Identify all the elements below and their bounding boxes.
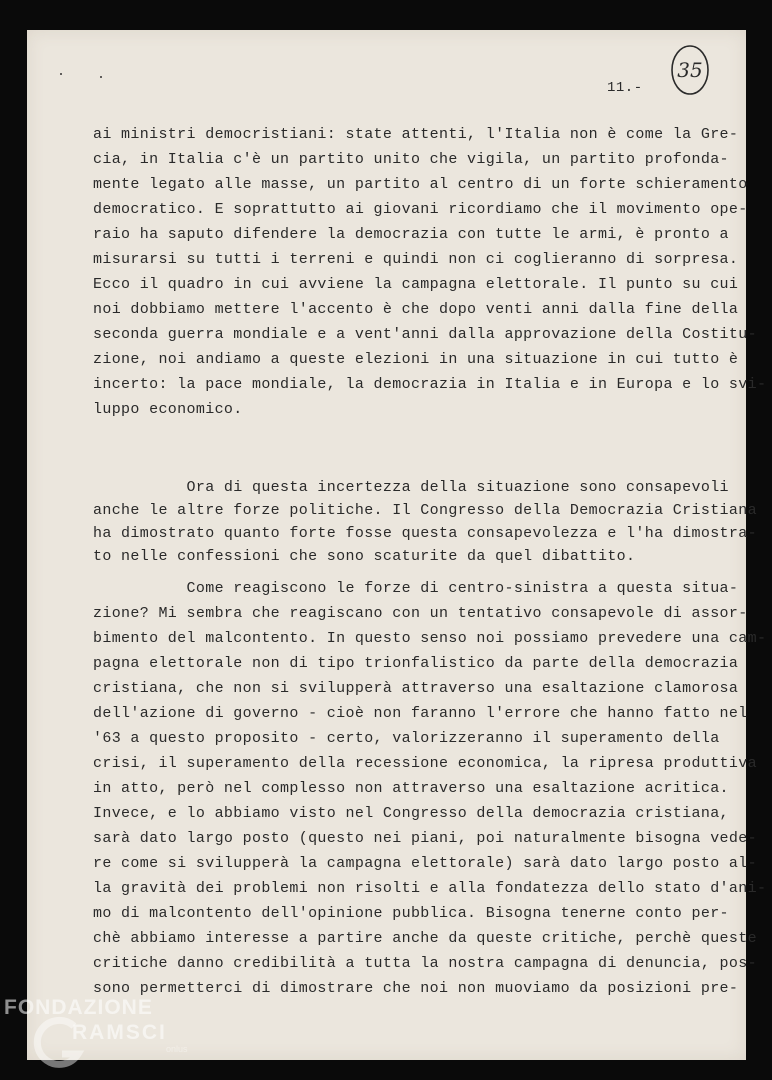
text-line: raio ha saputo difendere la democrazia con tutte le armi, è pronto a [93, 226, 729, 243]
text-line: crisi, il superamento della recessione economica, la ripresa produttiva [93, 755, 757, 772]
text-line: chè abbiamo interesse a partire anche da queste critiche, perchè queste [93, 930, 757, 947]
text-line: pagna elettorale non di tipo trionfalistico da parte della democrazia [93, 655, 739, 672]
text-line: Ora di questa incertezza della situazione sono consapevoli [93, 479, 729, 496]
text-line: ai ministri democristiani: state attenti, l'Italia non è come la Gre- [93, 126, 739, 143]
watermark-suffix: onlus [166, 1044, 188, 1054]
text-line: mo di malcontento dell'opinione pubblica. Bisogna tenerne conto per- [93, 905, 729, 922]
page-number: 11.- [607, 80, 643, 96]
text-line: re come si svilupperà la campagna elettorale) sarà dato largo posto al- [93, 855, 757, 872]
text-line: anche le altre forze politiche. Il Congresso della Democrazia Cristiana [93, 502, 757, 519]
text-line: democratico. E soprattutto ai giovani ricordiamo che il movimento ope- [93, 201, 748, 218]
text-line: zione, noi andiamo a queste elezioni in una situazione in cui tutto è [93, 351, 739, 368]
page-stamp [670, 44, 710, 96]
watermark-line-2: RAMSCI [72, 1021, 167, 1044]
margin-mark [60, 73, 62, 75]
text-line: mente legato alle masse, un partito al centro di un forte schieramento [93, 176, 748, 193]
text-line: ha dimostrato quanto forte fosse questa consapevolezza e l'ha dimostra- [93, 525, 757, 542]
text-line: sono permetterci di dimostrare che noi non muoviamo da posizioni pre- [93, 980, 739, 997]
text-line: cristiana, che non si svilupperà attraverso una esaltazione clamorosa [93, 680, 739, 697]
text-line: misurarsi su tutti i terreni e quindi non ci coglieranno di sorpresa. [93, 251, 739, 268]
text-line: seconda guerra mondiale e a vent'anni dalla approvazione della Costitu- [93, 326, 757, 343]
text-line: incerto: la pace mondiale, la democrazia in Italia e in Europa e lo svi- [93, 376, 767, 393]
stamp-number: 35 [677, 58, 703, 82]
text-line: noi dobbiamo mettere l'accento è che dopo venti anni dalla fine della [93, 301, 739, 318]
text-line: Come reagiscono le forze di centro-sinistra a questa situa- [93, 580, 739, 597]
text-line: sarà dato largo posto (questo nei piani, poi naturalmente bisogna vede- [93, 830, 757, 847]
text-line: dell'azione di governo - cioè non faranno l'errore che hanno fatto nel [93, 705, 748, 722]
text-line: Invece, e lo abbiamo visto nel Congresso della democrazia cristiana, [93, 805, 729, 822]
text-line: Ecco il quadro in cui avviene la campagna elettorale. Il punto su cui [93, 276, 739, 293]
text-line: bimento del malcontento. In questo senso noi possiamo prevedere una cam- [93, 630, 767, 647]
watermark-line-1: FONDAZIONE [4, 996, 153, 1019]
text-line: '63 a questo proposito - certo, valorizzeranno il superamento della [93, 730, 720, 747]
archive-watermark [4, 996, 204, 1076]
text-line: critiche danno credibilità a tutta la nostra campagna di denuncia, pos- [93, 955, 757, 972]
margin-mark [100, 76, 102, 78]
text-line: la gravità dei problemi non risolti e alla fondatezza dello stato d'ani- [93, 880, 767, 897]
text-line: cia, in Italia c'è un partito unito che vigila, un partito profonda- [93, 151, 729, 168]
text-line: luppo economico. [93, 401, 243, 418]
text-line: zione? Mi sembra che reagiscano con un tentativo consapevole di assor- [93, 605, 748, 622]
text-line: to nelle confessioni che sono scaturite da quel dibattito. [93, 548, 636, 565]
text-line: in atto, però nel complesso non attraverso una esaltazione acritica. [93, 780, 729, 797]
